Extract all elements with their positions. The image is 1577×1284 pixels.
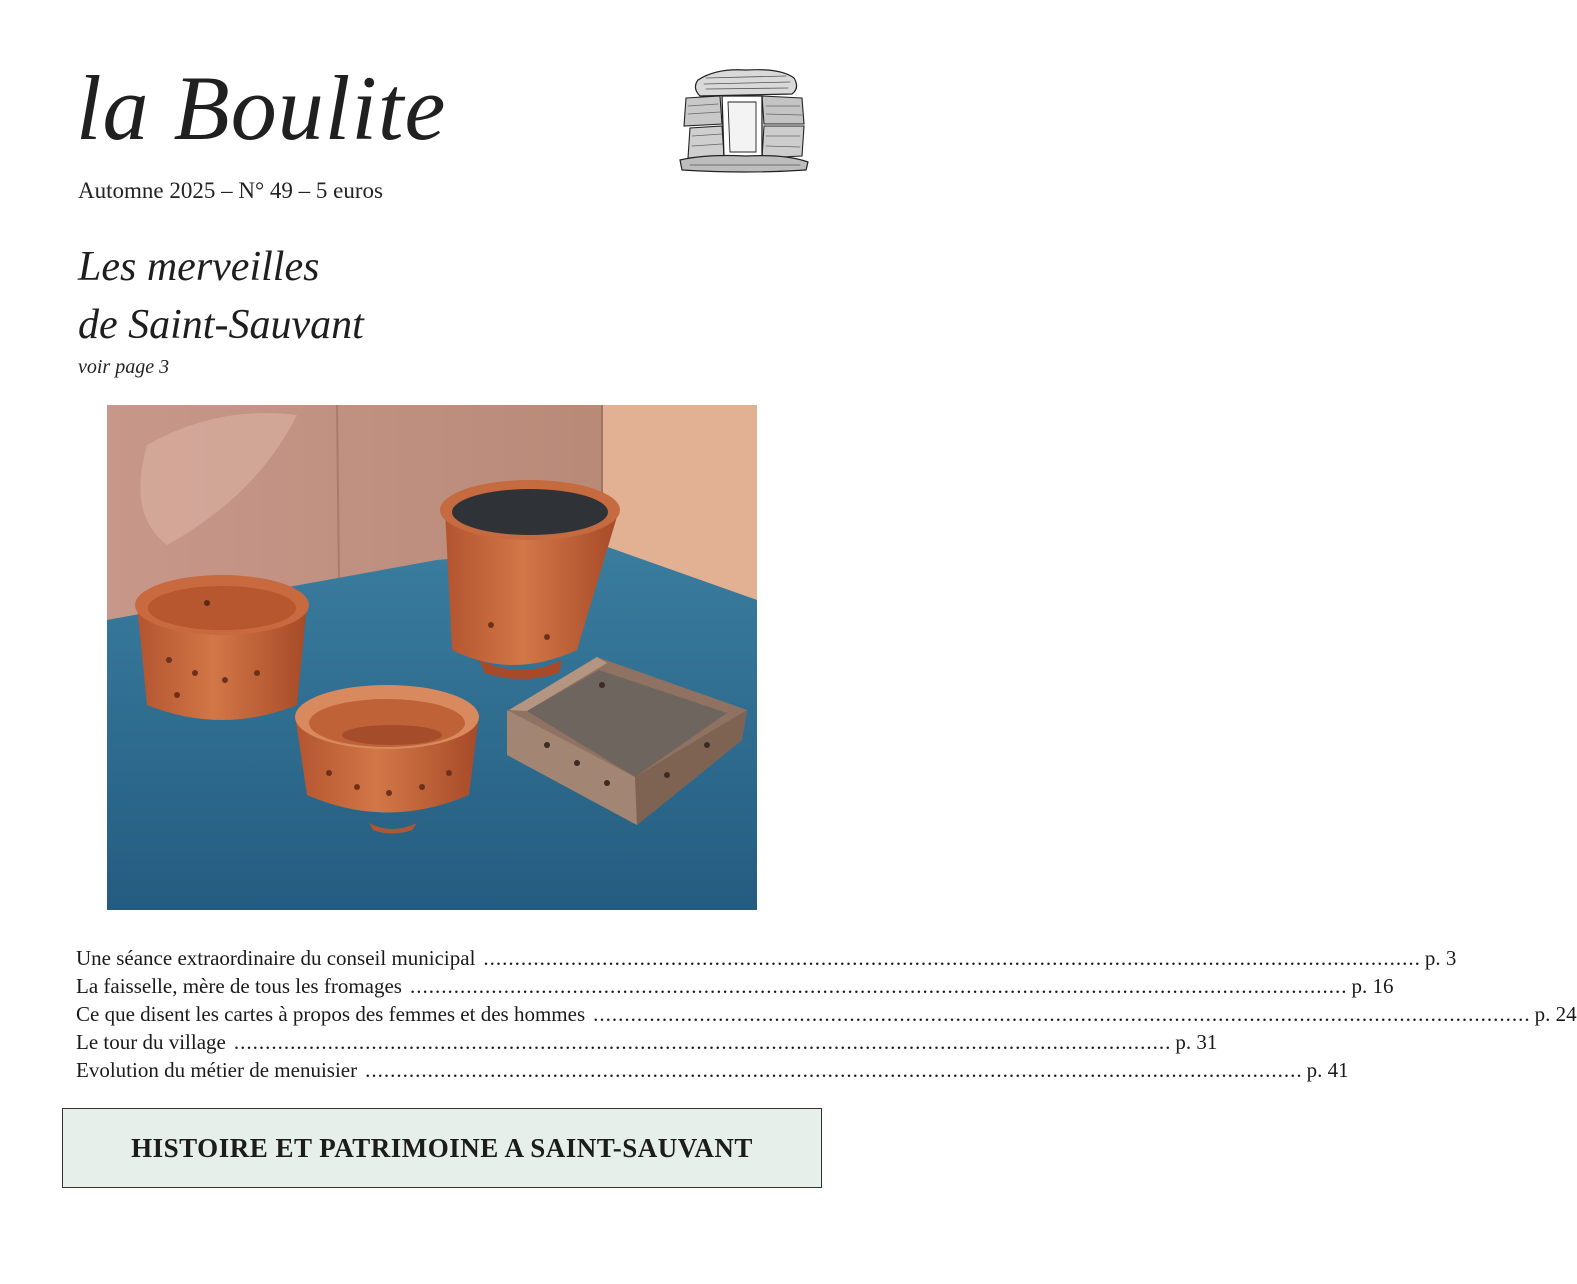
toc-item-page: p. 3 — [1424, 946, 1457, 970]
headline-line-1: Les merveilles — [78, 244, 320, 290]
issue-info: Automne 2025 – N° 49 – 5 euros — [78, 178, 383, 203]
headline-line-2: de Saint-Sauvant — [78, 302, 364, 348]
footer-banner — [62, 1108, 822, 1188]
toc-item: Ce que disent les cartes à propos des femmes et des hommes ...................................................................................................................................................... p. 24 — [76, 1002, 1577, 1026]
toc-item: Une séance extraordinaire du conseil municipal ...................................................................................................................................................... p. 3 — [76, 946, 1457, 970]
toc-item-page: p. 16 — [1351, 974, 1394, 998]
cover-photo — [107, 405, 757, 910]
toc-item-title: La faisselle, mère de tous les fromages — [76, 974, 402, 998]
toc-item-page: p. 31 — [1175, 1030, 1218, 1054]
see-page-note: voir page 3 — [78, 356, 170, 378]
cover-headline — [78, 238, 364, 354]
toc-item-title: Une séance extraordinaire du conseil municipal — [76, 946, 476, 970]
toc-item: Evolution du métier de menuisier ...................................................................................................................................................... p. 41 — [76, 1058, 1349, 1082]
toc-item-title: Evolution du métier de menuisier — [76, 1058, 358, 1082]
toc-item-title: Ce que disent les cartes à propos des femmes et des hommes — [76, 1002, 586, 1026]
toc-item: Le tour du village ...................................................................................................................................................... p. 31 — [76, 1030, 1218, 1054]
masthead-title: la Boulite — [76, 57, 447, 159]
toc-item: La faisselle, mère de tous les fromages ...................................................................................................................................................... p. 16 — [76, 974, 1394, 998]
banner-text: HISTOIRE ET PATRIMOINE A SAINT-SAUVANT — [131, 1132, 753, 1163]
photo-left-pot — [135, 575, 309, 720]
toc-item-page: p. 24 — [1534, 1002, 1577, 1026]
table-of-contents — [76, 944, 1577, 1084]
stone-window-drawing-icon — [676, 62, 812, 180]
toc-item-title: Le tour du village — [76, 1030, 226, 1054]
toc-item-page: p. 41 — [1306, 1058, 1349, 1082]
